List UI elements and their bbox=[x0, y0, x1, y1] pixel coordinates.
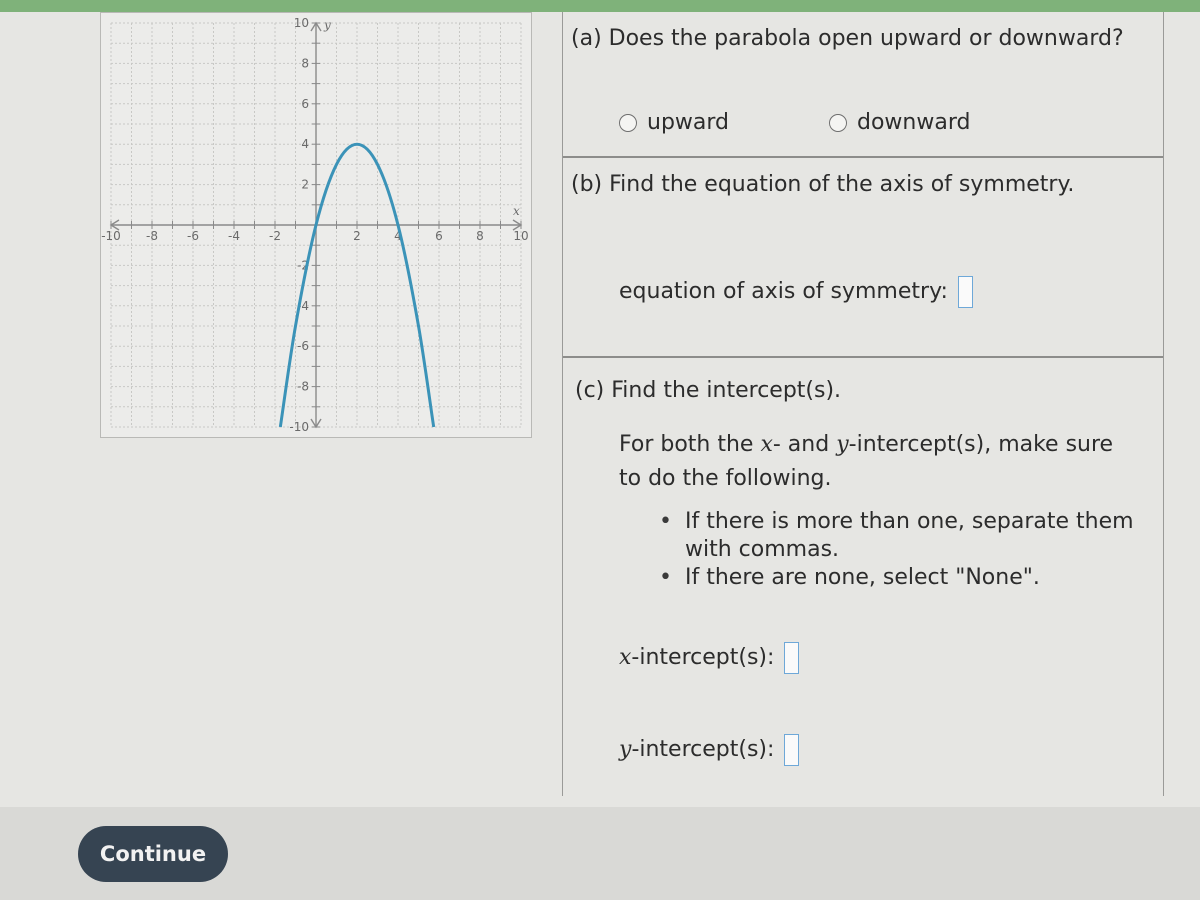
x-tick-label: 6 bbox=[435, 229, 443, 243]
y-tick-label: 2 bbox=[301, 177, 309, 192]
x-tick-label: 2 bbox=[353, 229, 361, 243]
graph-canvas bbox=[101, 13, 531, 437]
axis-of-symmetry-row bbox=[619, 276, 973, 308]
section-b bbox=[563, 158, 1163, 358]
y-tick-label: 8 bbox=[301, 56, 309, 71]
x-tick-label: -4 bbox=[228, 229, 240, 243]
y-tick-label: 6 bbox=[301, 96, 309, 111]
question-a-prompt: (a) Does the parabola open upward or downward? bbox=[571, 26, 1124, 51]
instruction-text-3: -intercept(s), make sure bbox=[848, 432, 1114, 457]
x-tick-label: -8 bbox=[146, 229, 158, 243]
downward-radio-label[interactable]: downward bbox=[857, 110, 971, 135]
intercept-instructions bbox=[619, 428, 1113, 496]
continue-button[interactable]: Continue bbox=[78, 826, 228, 882]
x-intercept-var: x bbox=[619, 645, 632, 670]
axis-of-symmetry-input[interactable] bbox=[958, 276, 973, 308]
y-tick-label: -4 bbox=[297, 298, 309, 313]
bullet-multiple: • If there is more than one, separate them with commas. bbox=[659, 508, 1159, 564]
x-tick-label: -2 bbox=[269, 229, 281, 243]
instruction-y-var: y bbox=[836, 432, 849, 457]
downward-radio[interactable] bbox=[829, 110, 970, 135]
x-axis-label: x bbox=[513, 204, 520, 218]
y-tick-label: -2 bbox=[297, 258, 309, 273]
x-intercept-label: -intercept(s): bbox=[631, 645, 775, 670]
y-intercept-var: y bbox=[619, 737, 632, 762]
y-tick-label: 10 bbox=[293, 16, 309, 30]
y-tick-label: 4 bbox=[301, 137, 309, 152]
instruction-text-1: For both the bbox=[619, 432, 761, 457]
instruction-text-2: - and bbox=[772, 432, 837, 457]
upward-radio[interactable] bbox=[619, 110, 729, 135]
upward-radio-circle[interactable] bbox=[619, 114, 637, 132]
x-tick-label: -6 bbox=[187, 229, 199, 243]
x-intercept-row bbox=[619, 642, 799, 674]
question-panel bbox=[562, 12, 1164, 796]
y-tick-label: -10 bbox=[289, 420, 309, 434]
y-tick-label: -8 bbox=[297, 379, 309, 394]
upward-radio-label[interactable]: upward bbox=[647, 110, 730, 135]
y-intercept-label: -intercept(s): bbox=[631, 737, 775, 762]
x-tick-label: 10 bbox=[513, 229, 529, 243]
y-axis-label: y bbox=[324, 18, 331, 32]
section-c bbox=[563, 358, 1163, 796]
instruction-text-4: to do the following. bbox=[619, 466, 832, 491]
section-a bbox=[563, 12, 1163, 158]
top-banner bbox=[0, 0, 1200, 12]
question-b-prompt: (b) Find the equation of the axis of symmetry. bbox=[571, 172, 1075, 197]
x-intercept-input[interactable] bbox=[784, 642, 799, 674]
instruction-x-var: x bbox=[760, 432, 773, 457]
y-intercept-input[interactable] bbox=[784, 734, 799, 766]
question-c-prompt: (c) Find the intercept(s). bbox=[575, 378, 842, 403]
x-tick-label: -10 bbox=[101, 229, 121, 243]
instruction-bullets bbox=[659, 508, 1159, 592]
bullet-none: • If there are none, select "None". bbox=[659, 564, 1159, 592]
x-tick-label: 4 bbox=[394, 229, 402, 243]
y-tick-label: -6 bbox=[297, 339, 309, 354]
axis-of-symmetry-label: equation of axis of symmetry: bbox=[619, 279, 948, 304]
downward-radio-circle[interactable] bbox=[829, 114, 847, 132]
x-tick-label: 8 bbox=[476, 229, 484, 243]
y-intercept-row bbox=[619, 734, 799, 766]
parabola-graph bbox=[100, 12, 532, 438]
